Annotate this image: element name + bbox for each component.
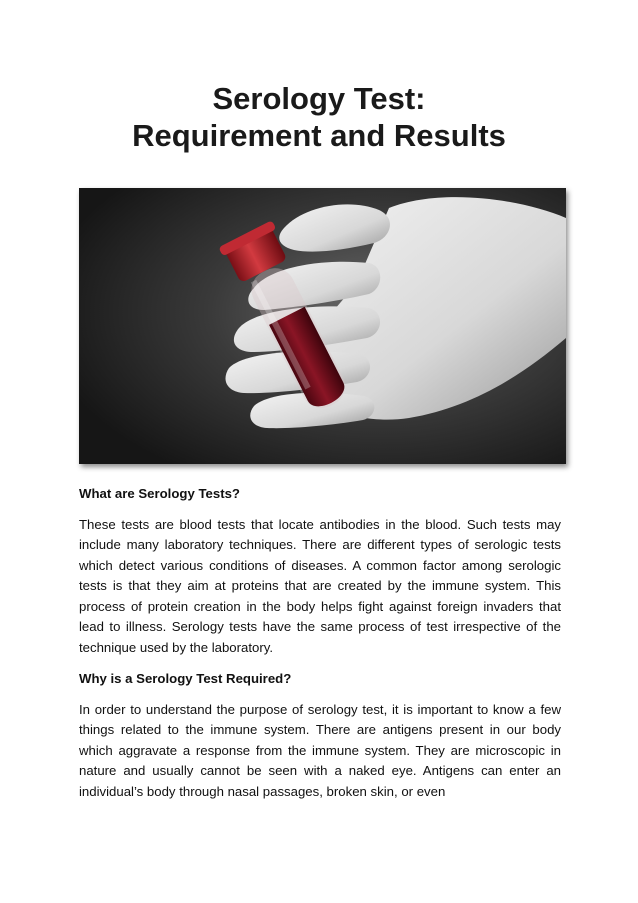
hero-image: [79, 188, 566, 464]
section-heading-why: Why is a Serology Test Required?: [79, 671, 292, 686]
page-title: [0, 80, 638, 154]
article-body: [79, 484, 561, 813]
title-line-1: Serology Test:: [212, 81, 426, 116]
section-heading-what: What are Serology Tests?: [79, 486, 240, 501]
title-line-2: Requirement and Results: [132, 118, 506, 153]
test-tube-illustration: [79, 188, 566, 464]
section-paragraph-what: These tests are blood tests that locate antibodies in the blood. Such tests may include many laboratory techniques. There are different types of serologic tests which detect various conditions of diseases. A common factor among serologic tests is that they aim at proteins that are created by the immune system. This process of protein creation in the body helps fight against foreign invaders that lead to illness. Serology tests have the same process of test irrespective of the technique used by the laboratory.: [79, 516, 561, 655]
section-paragraph-why: In order to understand the purpose of serology test, it is important to know a few things related to the immune system. There are antigens present in our body which aggravate a response from the immune system. They are microscopic in nature and usually cannot be seen with a naked eye. Antigens can enter an individual’s body through nasal passages, broken skin, or even: [79, 701, 561, 799]
